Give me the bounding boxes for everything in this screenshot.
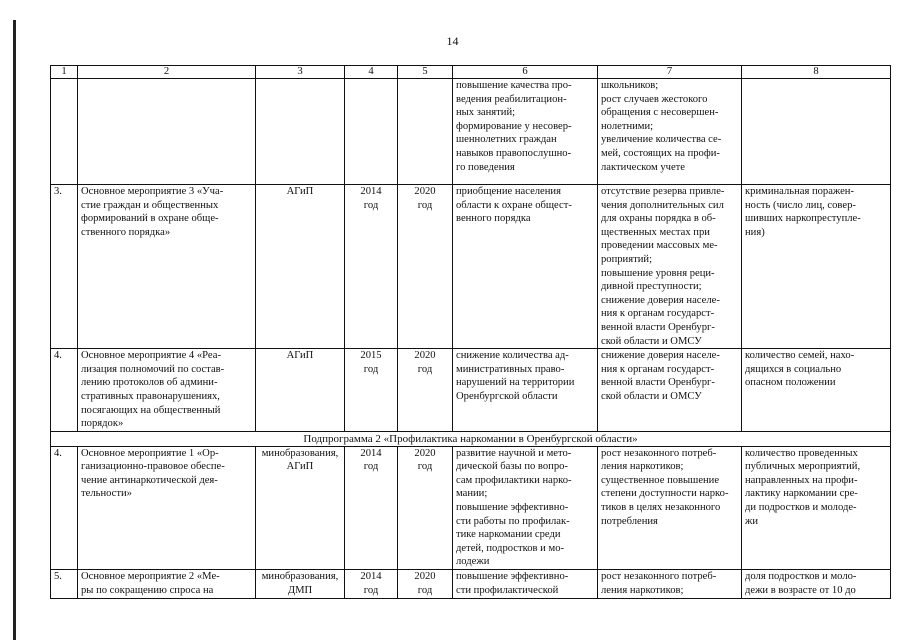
table-row — [51, 570, 891, 599]
measure-name: Основное мероприятие 3 «Уча- стие граждан и общественных формирований в охране обще- ственного порядка» — [78, 185, 256, 349]
consequences: школьников; рост случаев жестокого обращения с несовершен- нолетними; увеличение количества се- мей, состоящих на профи- лактическом учете — [598, 79, 742, 185]
end-year: 2020 год — [398, 446, 453, 569]
row-number: 4. — [51, 349, 78, 432]
header-cell: 8 — [742, 66, 891, 79]
header-cell: 7 — [598, 66, 742, 79]
header-row — [51, 66, 891, 79]
executor — [256, 79, 345, 185]
indicator: количество семей, нахо- дящихся в социально опасном положении — [742, 349, 891, 432]
row-number: 3. — [51, 185, 78, 349]
subprogram-title: Подпрограмма 2 «Профилактика наркомании в Оренбургской области» — [51, 431, 891, 446]
header-cell: 1 — [51, 66, 78, 79]
consequences: рост незаконного потреб- ления наркотиков; существенное повышение степени доступности нарко- тиков в целях незаконного потребления — [598, 446, 742, 569]
table-row — [51, 349, 891, 432]
consequences: снижение доверия населе- ния к органам государст- венной власти Оренбург- ской области и ОМСУ — [598, 349, 742, 432]
indicator: доля подростков и моло- дежи в возрасте от 10 до — [742, 570, 891, 599]
indicator — [742, 79, 891, 185]
expected-result: снижение количества ад- министративных право- нарушений на территории Оренбургской области — [453, 349, 598, 432]
measure-name — [78, 79, 256, 185]
row-number — [51, 79, 78, 185]
executor: минобразования, АГиП — [256, 446, 345, 569]
header-cell: 3 — [256, 66, 345, 79]
end-year — [398, 79, 453, 185]
header-cell: 6 — [453, 66, 598, 79]
expected-result: приобщение населения области к охране общест- венного порядка — [453, 185, 598, 349]
expected-result: повышение качества про- ведения реабилитацион- ных занятий; формирование у несовер- шеннолетних граждан навыков правопослушно- го поведения — [453, 79, 598, 185]
table-row — [51, 446, 891, 569]
header-cell: 4 — [345, 66, 398, 79]
executor: АГиП — [256, 185, 345, 349]
row-number: 4. — [51, 446, 78, 569]
scan-left-edge — [13, 20, 16, 640]
end-year: 2020 год — [398, 349, 453, 432]
executor: АГиП — [256, 349, 345, 432]
executor: минобразования, ДМП — [256, 570, 345, 599]
indicator: количество проведенных публичных мероприятий, направленных на профи- лактику наркомании сре- ди подростков и молоде- жи — [742, 446, 891, 569]
row-number: 5. — [51, 570, 78, 599]
measure-name: Основное мероприятие 1 «Ор- ганизационно-правовое обеспе- чение антинаркотической дея- тельности» — [78, 446, 256, 569]
subprogram-row — [51, 431, 891, 446]
header-cell: 5 — [398, 66, 453, 79]
measures-table — [50, 65, 891, 599]
start-year: 2014 год — [345, 185, 398, 349]
consequences: отсутствие резерва привле- чения дополнительных сил для охраны порядка в об- щественных местах при проведении массовых ме- роприятий; повышение уровня реци- дивной преступности; снижение доверия населе- ния к органам государст- венной власти Оренбург- ской области и ОМСУ — [598, 185, 742, 349]
table-row — [51, 79, 891, 185]
consequences: рост незаконного потреб- ления наркотиков; — [598, 570, 742, 599]
indicator: криминальная поражен- ность (число лиц, совер- шивших наркопреступле- ния) — [742, 185, 891, 349]
table-row — [51, 185, 891, 349]
end-year: 2020 год — [398, 185, 453, 349]
start-year — [345, 79, 398, 185]
measure-name: Основное мероприятие 4 «Реа- лизация полномочий по состав- лению протоколов об админи- стративных правонарушениях, посягающих на общественный порядок» — [78, 349, 256, 432]
page-number: 14 — [446, 34, 459, 48]
measure-name: Основное мероприятие 2 «Ме- ры по сокращению спроса на — [78, 570, 256, 599]
start-year: 2014 год — [345, 446, 398, 569]
header-cell: 2 — [78, 66, 256, 79]
start-year: 2014 год — [345, 570, 398, 599]
start-year: 2015 год — [345, 349, 398, 432]
end-year: 2020 год — [398, 570, 453, 599]
expected-result: повышение эффективно- сти профилактической — [453, 570, 598, 599]
expected-result: развитие научной и мето- дической базы по вопро- сам профилактики нарко- мании; повышение эффективно- сти работы по профилак- тике наркомании среди детей, подростков и мо- лодежи — [453, 446, 598, 569]
